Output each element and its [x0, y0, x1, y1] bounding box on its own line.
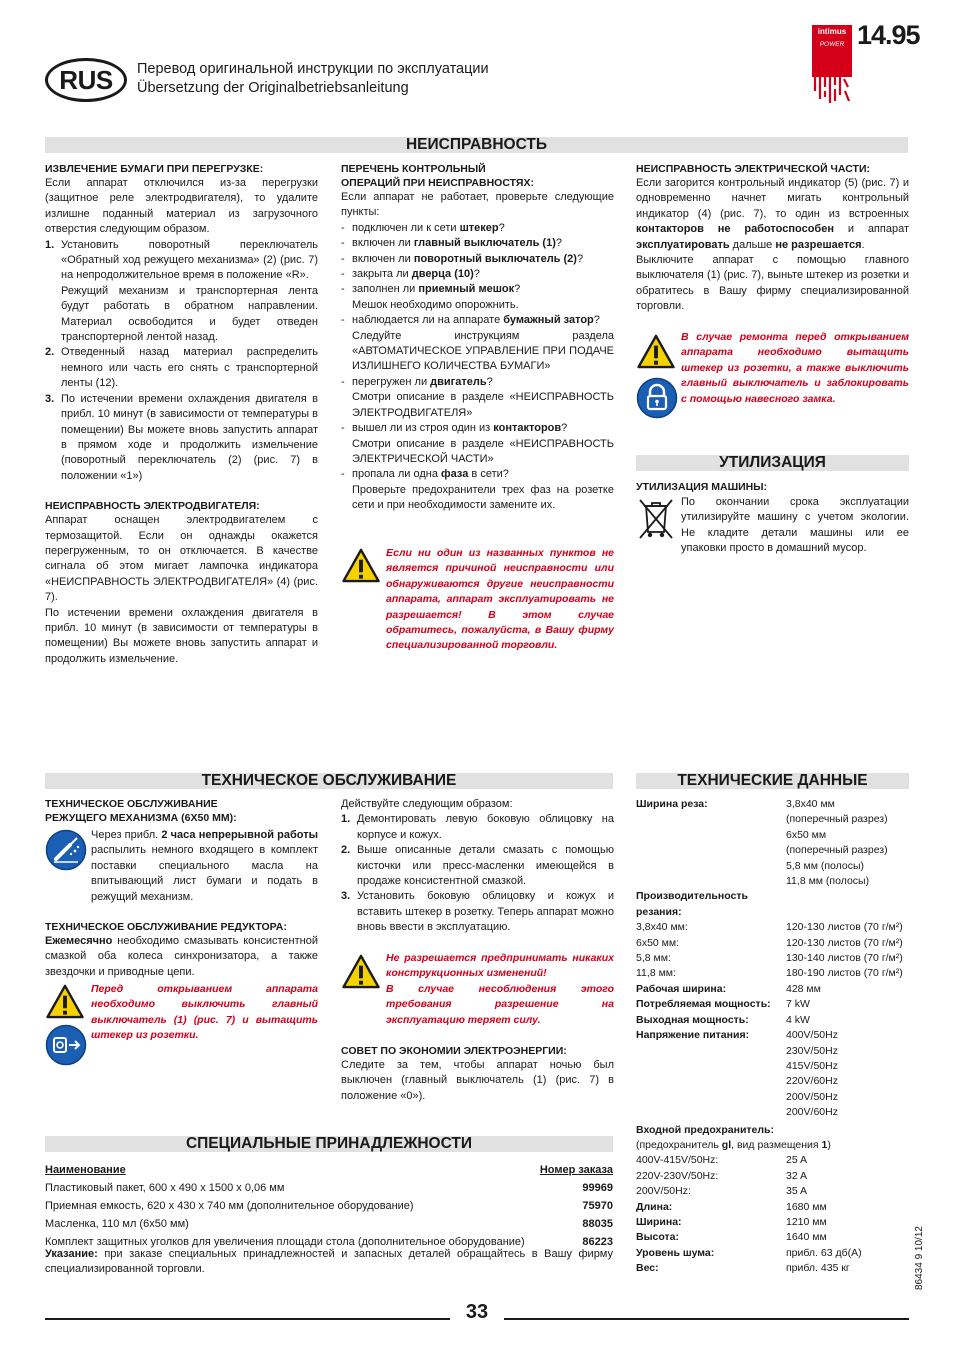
techdata-value: 1210 мм [786, 1215, 827, 1228]
accessory-row [45, 1197, 613, 1215]
techdata-value: 1680 мм [786, 1200, 827, 1213]
section-bar-disposal [636, 455, 909, 471]
paragraph: Если аппарат отключился из-за перегрузки (защитное реле электродвигателя), то удалите излишне поданный материал из загрузочного отверстия следующим образом. [45, 177, 318, 236]
list-item [45, 392, 318, 484]
heading-electrical-fault: НЕИСПРАВНОСТЬ ЭЛЕКТРИЧЕСКОЙ ЧАСТИ: [636, 163, 871, 175]
heading-cutting-maintenance: ТЕХНИЧЕСКОЕ ОБСЛУЖИВАНИЕ РЕЖУЩЕГО МЕХАНИЗМА (6X50 ММ): [45, 798, 237, 824]
techdata-row [636, 1059, 909, 1074]
maintenance-column-2 [341, 797, 614, 936]
techdata-key: Длина: [636, 1200, 673, 1213]
section-bar-techdata [636, 773, 909, 789]
heading-gearbox-maintenance: ТЕХНИЧЕСКОЕ ОБСЛУЖИВАНИЕ РЕДУКТОРА: [45, 921, 287, 933]
techdata-value [786, 889, 909, 920]
techdata-key [636, 1074, 786, 1089]
techdata-key: 400V-415V/50Hz: [636, 1154, 719, 1167]
accessories-note: Указание: при заказе специальных принадлежностей и запасных деталей обращайтесь в Вашу фирму специализированной торговли. [45, 1248, 613, 1276]
accessory-name: Пластиковый пакет, 600 x 490 x 1500 x 0,06 мм [45, 1182, 285, 1194]
techdata-value: 180-190 листов (70 г/м²) [786, 967, 903, 980]
accessory-order-number: 86223 [582, 1236, 613, 1248]
heading-paper-overload: ИЗВЛЕЧЕНИЕ БУМАГИ ПРИ ПЕРЕГРУЗКЕ: [45, 163, 264, 175]
techdata-value: 400V/50Hz [786, 1029, 838, 1042]
techdata-value: 200V/50Hz [786, 1090, 838, 1103]
techdata-value: 3,8x40 мм [786, 798, 835, 810]
techdata-value: 4 kW [786, 1013, 810, 1026]
paragraph: Если аппарат не работает, проверьте следующие пункты: [341, 191, 614, 219]
techdata-key [636, 828, 786, 843]
column-name-header: Наименование [45, 1164, 126, 1176]
warning-text-repair: В случае ремонта перед открыванием аппарата необходимо вытащить штекер из розетки, а также выключить главный выключатель и заблокировать с помощью навесного замка. [681, 331, 909, 405]
techdata-row [636, 1153, 909, 1168]
faults-column-3 [636, 162, 909, 315]
item-text: Режущий механизм и транспортерная лента будут работать в обратном направлении. Материал освободится и будет отведен транспортерной лентой назад. [61, 284, 318, 344]
heading-machine-disposal: УТИЛИЗАЦИЯ МАШИНЫ: [636, 481, 768, 493]
techdata-row [636, 1044, 909, 1059]
techdata-value: 7 kW [786, 998, 810, 1011]
techdata-key: Уровень шума: [636, 1246, 715, 1259]
warning-text-faults: Если ни один из названных пунктов не является причиной неисправности или обнаруживаются другие неисправности аппарата, аппарат эксплуатировать не разрешается! В этом случае обратитесь, пожалуйста, в Вашу фирму специализированной торговли. [386, 547, 614, 652]
maintenance-gearbox [45, 920, 318, 980]
techdata-row [636, 936, 909, 951]
warning-triangle-icon [341, 954, 381, 989]
techdata-row [636, 874, 909, 889]
techdata-key [636, 1090, 786, 1105]
document-number: 86434 9 10/12 [914, 1226, 925, 1290]
techdata-value: 230V/50Hz [786, 1044, 838, 1057]
accessory-name: Комплект защитных уголков для увеличения площади стола (дополнительное оборудование) [45, 1236, 525, 1248]
brand-logo [812, 25, 852, 77]
subtitle-line-ru: Перевод оригинальной инструкции по эксплуатации [137, 61, 489, 77]
techdata-key [636, 874, 786, 889]
techdata-row [636, 859, 909, 874]
techdata-row [636, 1184, 909, 1199]
techdata-key: Потребляемая мощность: [636, 998, 771, 1011]
paragraph: Следите за тем, чтобы аппарат ночью был выключен (главный выключатель (1) (рис. 7) в положение «0»). [341, 1059, 614, 1102]
accessory-order-number: 88035 [582, 1218, 613, 1230]
techdata-value: 1640 мм [786, 1231, 827, 1244]
techdata-value: (поперечный разрез) [786, 844, 888, 857]
techdata-row [636, 1013, 909, 1028]
techdata-key: 11,8 мм: [636, 967, 676, 980]
accessory-row [45, 1179, 613, 1197]
paragraph: Если загорится контрольный индикатор (5) (рис. 7) и одновременно начнет мигать контрольный индикатор (4) (рис. 7), то один из встроенных контакторов не работоспособен и аппарат эксплуатировать дальше не разрешается. [636, 177, 909, 251]
item-number: 1. [45, 238, 55, 251]
techdata-key [636, 843, 786, 858]
techdata-value: 32 A [786, 1169, 808, 1182]
techdata-row [636, 951, 909, 966]
techdata-value: 120-130 листов (70 г/м²) [786, 921, 903, 934]
warning-text-maintenance: Перед открыванием аппарата необходимо выключить главный выключатель (1) (рис. 7) и вытащить штекер из розетки. [91, 983, 318, 1042]
techdata-value: (поперечный разрез) [786, 813, 888, 826]
techdata-row [636, 1169, 909, 1184]
accessory-name: Масленка, 110 мл (6x50 мм) [45, 1218, 189, 1230]
techdata-row [636, 1090, 909, 1105]
section-title-disposal: УТИЛИЗАЦИЯ [719, 454, 826, 471]
footer-rule-right [504, 1318, 909, 1320]
techdata-table [636, 797, 909, 1277]
techdata-row [636, 1028, 909, 1043]
techdata-value: 11,8 мм (полосы) [786, 875, 870, 888]
techdata-key: 5,8 мм: [636, 952, 671, 965]
checklist-item: - закрыта ли дверца (10)? [341, 268, 480, 281]
techdata-key: Производительность резания: [636, 890, 748, 918]
techdata-key [636, 812, 786, 827]
techdata-row [636, 982, 909, 997]
warning-triangle-icon [636, 334, 676, 369]
techdata-value: 120-130 листов (70 г/м²) [786, 936, 903, 949]
item-text: Отведенный назад материал распределить немного или часть его снять с транспортерной ленты (12). [61, 346, 318, 390]
paragraph: По истечении времени охлаждения двигателя в прибл. 10 минут (в зависимости от температуры в помещении) Вы можете вновь запустить аппарат и продолжить измельчение. [45, 606, 318, 665]
techdata-row [636, 889, 909, 920]
techdata-row [636, 843, 909, 858]
techdata-row [636, 1261, 909, 1276]
energy-tip [341, 1044, 614, 1104]
techdata-row [636, 812, 909, 827]
techdata-key [636, 1044, 786, 1059]
techdata-key: Выходная мощность: [636, 1013, 749, 1026]
accessories-list [45, 1161, 613, 1251]
lubricate-icon [45, 829, 87, 871]
checklist-item: - включен ли поворотный выключатель (2)? [341, 252, 584, 265]
list-item [45, 238, 318, 284]
heading-motor-fault: НЕИСПРАВНОСТЬ ЭЛЕКТРОДВИГАТЕЛЯ: [45, 500, 260, 513]
item-text: Установить поворотный переключатель «Обратный ход режущего механизма» (2) (рис. 7) на непродолжительное время в положение «R». [61, 238, 318, 282]
techdata-value: 6x50 мм [786, 828, 827, 841]
techdata-row [636, 1200, 909, 1215]
faults-column-1 [45, 162, 318, 667]
maintenance-column-1 [45, 797, 318, 825]
footer-rule-left [45, 1318, 450, 1320]
techdata-key: Ширина: [636, 1215, 682, 1228]
heading-checklist: ПЕРЕЧЕНЬ КОНТРОЛЬНЫЙ ОПЕРАЦИЙ ПРИ НЕИСПРАВНОСТЯХ: [341, 163, 534, 189]
techdata-key: Напряжение питания: [636, 1029, 750, 1042]
techdata-key: Вес: [636, 1262, 659, 1275]
paragraph-cutting-maintenance: Через прибл. 2 часа непрерывной работы распылить немного входящего в комплект поставки специального масла на впитывающий лист бумаги и подать в режущий механизм. [91, 829, 318, 903]
techdata-row [636, 920, 909, 935]
column-number-header: Номер заказа [539, 1164, 613, 1176]
subtitle-line-de: Übersetzung der Originalbetriebsanleitung [137, 79, 409, 96]
list-item: 2. Выше описанные детали смазать с помощью кисточки или пресс-масленки имеющейся в продаже консистентной смазкой. [341, 844, 614, 888]
fuse-note: (предохранитель gl, вид размещения 1) [636, 1138, 831, 1151]
crossed-bin-icon [636, 496, 676, 542]
techdata-value: 25 A [786, 1154, 808, 1167]
accessory-row [45, 1215, 613, 1233]
paragraph: Аппарат оснащен электродвигателем с термозащитой. Если он однажды окажется перегруженным, то он отключается. В качестве сигнала об этом мигает лампочка индикатора «НЕИСПРАВНОСТЬ ЭЛЕКТРОДВИГАТЕЛЯ» (4) (рис. 7). [45, 514, 318, 604]
techdata-value: прибл. 435 кг [786, 1262, 850, 1275]
logo-brand-text: intimus [817, 27, 847, 36]
techdata-row [636, 1215, 909, 1230]
techdata-key [636, 1105, 786, 1120]
checklist-item: - перегружен ли двигатель? Смотри описание в разделе «НЕИСПРАВНОСТЬ ЭЛЕКТРОДВИГАТЕЛЯ» [341, 375, 614, 419]
techdata-key: Рабочая ширина: [636, 982, 727, 995]
document-subtitle [137, 60, 489, 97]
section-title-maintenance: ТЕХНИЧЕСКОЕ ОБСЛУЖИВАНИЕ [201, 772, 457, 789]
list-item [45, 345, 318, 391]
logo-sub-text: POWER [819, 41, 845, 48]
list-item-continued [45, 284, 318, 346]
techdata-row [636, 1230, 909, 1245]
techdata-value: 428 мм [786, 982, 821, 995]
techdata-key: 6x50 мм: [636, 936, 680, 949]
list-item: 1. Демонтировать левую боковую облицовку на корпусе и кожух. [341, 813, 614, 841]
item-text: По истечении времени охлаждения двигателя в прибл. 10 минут (в зависимости от температуры в помещении) Вы можете вновь запустить аппарат в прямом ходе и продолжить измельчение (поворотный переключатель (2) (рис. 7) в положении «1») [61, 392, 318, 482]
warning-triangle-icon [45, 984, 85, 1019]
techdata-row [636, 1074, 909, 1089]
accessory-order-number: 75970 [582, 1200, 613, 1212]
accessories-header-row [45, 1161, 613, 1179]
checklist-item: - заполнен ли приемный мешок? Мешок необходимо опорожнить. [341, 283, 521, 311]
techdata-value: 5,8 мм (полосы) [786, 859, 865, 872]
paragraph: Ежемесячно необходимо смазывать консистентной смазкой оба колеса синхронизатора, а также звездочки и приводные цепи. [45, 935, 318, 978]
paragraph: Действуйте следующим образом: [341, 798, 513, 810]
language-badge: RUS [45, 58, 127, 102]
item-number: 2. [45, 346, 55, 359]
section-title-faults: НЕИСПРАВНОСТЬ [405, 136, 548, 153]
techdata-key: 220V-230V/50Hz: [636, 1169, 719, 1182]
unplug-icon [45, 1024, 87, 1066]
techdata-key: 3,8x40 мм: [636, 921, 688, 934]
list-item: 3. Установить боковую облицовку и кожух и вставить штекер в розетку. Теперь аппарат можно вновь ввести в эксплуатацию. [341, 890, 614, 934]
page-number: 33 [465, 1301, 489, 1323]
section-title-techdata: ТЕХНИЧЕСКИЕ ДАННЫЕ [677, 772, 868, 789]
accessory-order-number: 99969 [582, 1182, 613, 1194]
section-bar-faults [45, 137, 908, 153]
techdata-value: 200V/60Hz [786, 1106, 838, 1119]
techdata-value: прибл. 63 дб(A) [786, 1246, 862, 1259]
section-title-accessories: СПЕЦИАЛЬНЫЕ ПРИНАДЛЕЖНОСТИ [185, 1135, 473, 1152]
section-bar-maintenance [45, 773, 613, 789]
accessory-name: Приемная емкость, 620 x 430 x 740 мм (дополнительное оборудование) [45, 1200, 414, 1212]
techdata-key: Ширина реза: [636, 798, 708, 810]
padlock-icon [636, 377, 678, 419]
techdata-key [636, 1059, 786, 1074]
heading-energy-tip: СОВЕТ ПО ЭКОНОМИИ ЭЛЕКТРОЭНЕРГИИ: [341, 1045, 567, 1057]
warning-triangle-icon [341, 548, 381, 583]
fuse-heading: Входной предохранитель: [636, 1123, 774, 1136]
checklist-item: - вышел ли из строя один из контакторов? Смотри описание в разделе «НЕИСПРАВНОСТЬ ЭЛЕКТРИЧЕСКОЙ ЧАСТИ» [341, 422, 614, 465]
paragraph: Выключите аппарат с помощью главного выключателя (1) (рис. 7), выньте штекер из розетки и обратитесь в Вашу фирму специализированной торговли. [636, 254, 909, 313]
techdata-value: 35 A [786, 1185, 808, 1198]
techdata-key [636, 859, 786, 874]
section-bar-accessories [45, 1136, 613, 1152]
checklist-item: - наблюдается ли на аппарате бумажный затор? Следуйте инструкциям раздела «АВТОМАТИЧЕСКОЕ УПРАВЛЕНИЕ ПРИ ПОДАЧЕ ИЗЛИШНЕГО КОЛИЧЕСТВА БУМАГИ» [341, 314, 614, 373]
techdata-row [636, 1246, 909, 1261]
techdata-row [636, 828, 909, 843]
logo-shred-icon [812, 77, 852, 105]
faults-column-2 [341, 162, 614, 514]
techdata-row [636, 966, 909, 981]
techdata-value: 415V/50Hz [786, 1059, 838, 1072]
techdata-row [636, 997, 909, 1012]
item-number: 3. [45, 392, 55, 405]
checklist-item: - пропала ли одна фаза в сети? Проверьте предохранители трех фаз на розетке сети и при необходимости замените их. [341, 468, 614, 512]
techdata-row [636, 797, 909, 812]
techdata-value: 220V/60Hz [786, 1075, 838, 1088]
warning-text-modifications: Не разрешается предпринимать никаких конструкционных изменений! В случае несоблюдения этого требования разрешение на эксплуатацию теряет силу. [386, 952, 614, 1026]
techdata-row [636, 1105, 909, 1120]
model-number: 14.95 [857, 20, 920, 50]
checklist-item: - подключен ли к сети штекер? [341, 221, 505, 234]
techdata-value: 130-140 листов (70 г/м²) [786, 952, 903, 965]
techdata-key: Высота: [636, 1231, 680, 1244]
checklist-item: - включен ли главный выключатель (1)? [341, 237, 562, 250]
disposal-paragraph: По окончании срока эксплуатации утилизируйте машину с учетом экологии. Не кладите детали машины или ее упаковки просто в домашний мусор. [681, 496, 909, 555]
techdata-key: 200V/50Hz: [636, 1185, 691, 1198]
